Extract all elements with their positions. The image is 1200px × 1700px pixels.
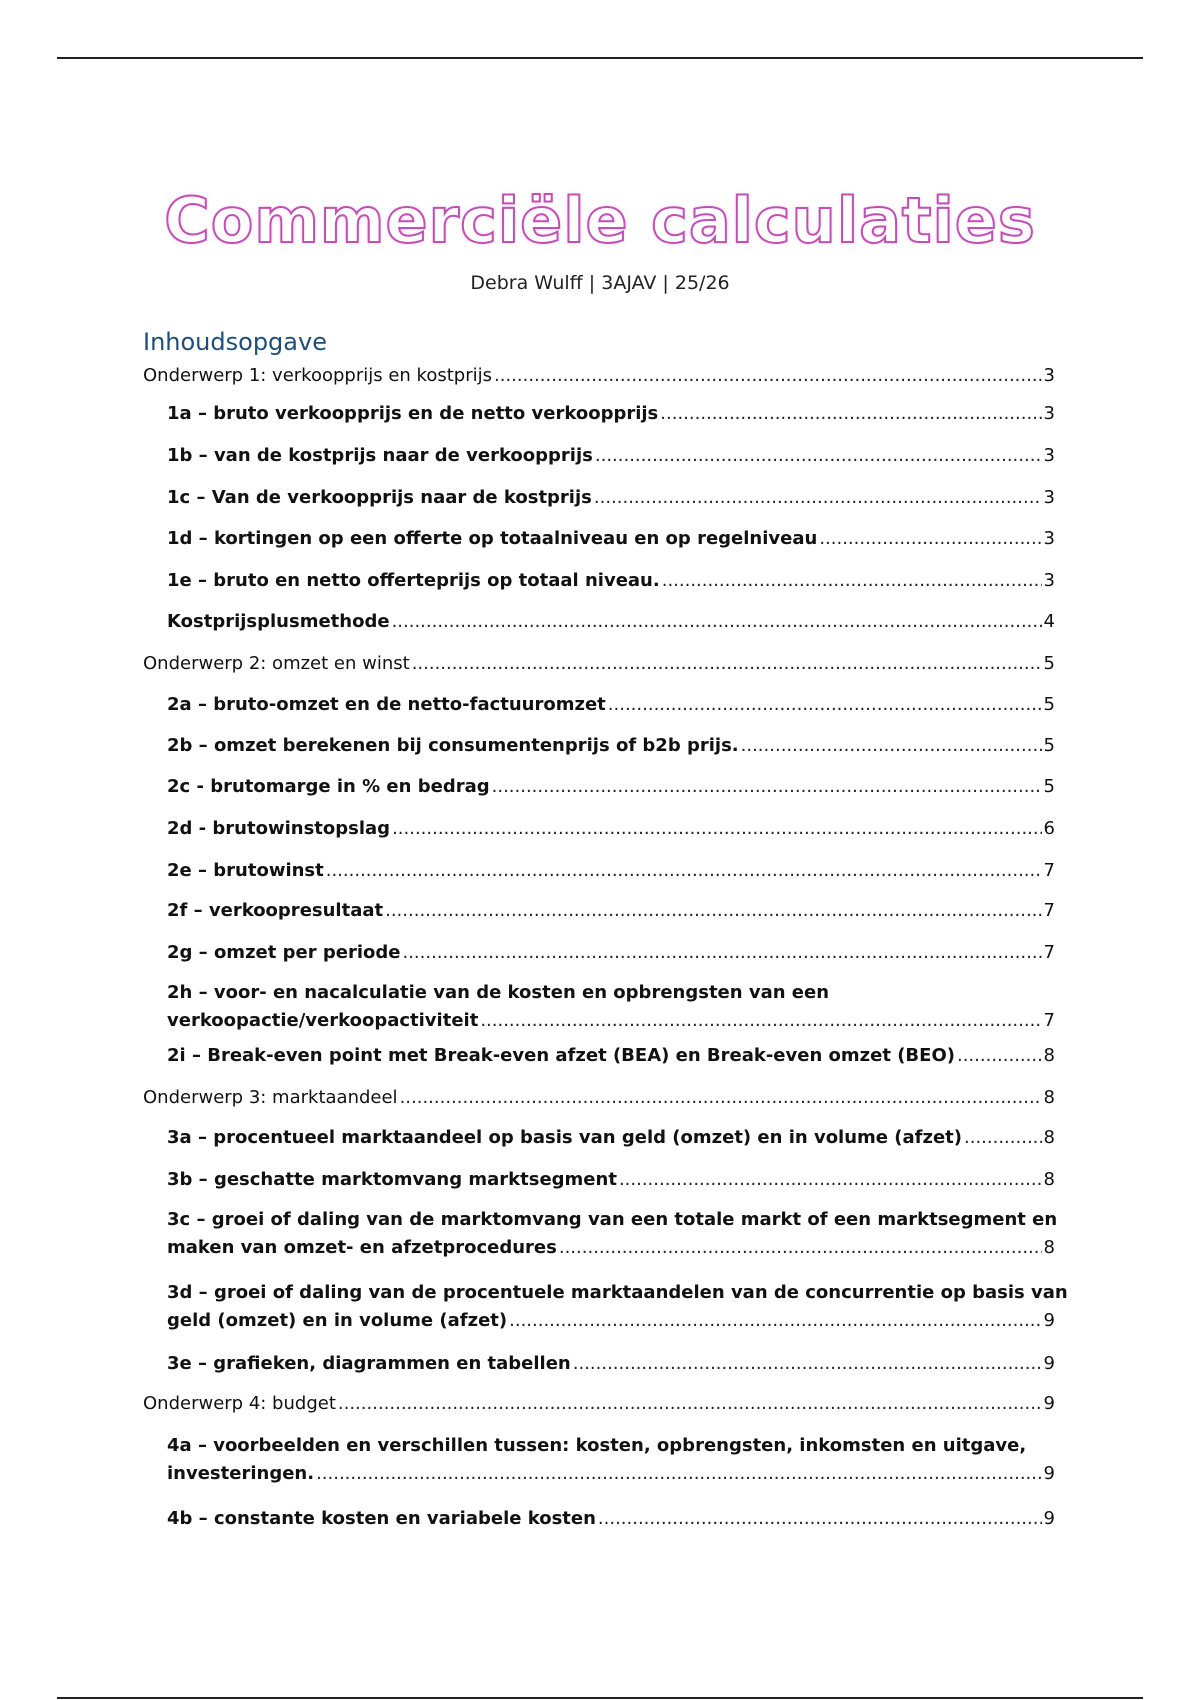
toc-entry-text-line1: 4a – voorbeelden en verschillen tussen: kosten, opbrengsten, inkomsten en uitgave,: [167, 1435, 1027, 1456]
document-title: Commerciële calculaties: [164, 183, 1036, 257]
toc-page-number: 9: [1043, 1353, 1055, 1374]
toc-subsection-entry[interactable]: [167, 939, 1055, 967]
toc-leader-dots: [392, 815, 1041, 843]
toc-entry-text-line1: 3d – groei of daling van de procentuele marktaandelen van de concurrentie op basis van: [167, 1282, 1068, 1303]
toc-subsection-entry[interactable]: [167, 1505, 1055, 1533]
toc-subsection-entry[interactable]: [167, 857, 1055, 885]
toc-entry-text: 1e – bruto en netto offerteprijs op totaal niveau.: [167, 570, 660, 591]
toc-entry-text: 2a – bruto-omzet en de netto-factuuromzet: [167, 694, 606, 715]
toc-page-number: 9: [1043, 1508, 1055, 1529]
toc-leader-dots: [400, 1084, 1042, 1112]
toc-leader-dots: [480, 1007, 1041, 1035]
toc-subsection-entry[interactable]: [167, 1432, 1055, 1488]
toc-leader-dots: [385, 897, 1041, 925]
toc-page-number: 7: [1043, 900, 1055, 921]
toc-leader-dots: [492, 773, 1042, 801]
toc-entry-text: maken van omzet- en afzetprocedures: [167, 1237, 557, 1258]
toc-page-number: 5: [1043, 735, 1055, 756]
toc-leader-dots: [741, 732, 1042, 760]
toc-page-number: 5: [1043, 694, 1055, 715]
toc-leader-dots: [660, 400, 1041, 428]
toc-page-number: 3: [1043, 570, 1055, 591]
toc-subsection-entry[interactable]: [167, 1350, 1055, 1378]
toc-leader-dots: [316, 1460, 1041, 1488]
toc-page-number: 9: [1043, 1393, 1055, 1414]
toc-leader-dots: [957, 1042, 1042, 1070]
toc-page-number: 9: [1043, 1463, 1055, 1484]
toc-entry-text: Kostprijsplusmethode: [167, 611, 390, 632]
toc-page-number: 4: [1043, 611, 1055, 632]
toc-subsection-entry[interactable]: [167, 400, 1055, 428]
toc-leader-dots: [412, 650, 1042, 678]
toc-entry-text: verkoopactie/verkoopactiviteit: [167, 1010, 479, 1031]
toc-entry-text: 3b – geschatte marktomvang marktsegment: [167, 1169, 617, 1190]
toc-page-number: 7: [1043, 860, 1055, 881]
toc-page-number: 3: [1043, 403, 1055, 424]
toc-leader-dots: [598, 1505, 1042, 1533]
toc-page-number: 8: [1043, 1127, 1055, 1148]
toc-subsection-entry[interactable]: [167, 815, 1055, 843]
toc-page-number: 8: [1043, 1237, 1055, 1258]
toc-page-number: 3: [1043, 487, 1055, 508]
toc-page-number: 5: [1043, 653, 1055, 674]
toc-subsection-entry[interactable]: [167, 897, 1055, 925]
toc-page-number: 5: [1043, 776, 1055, 797]
toc-entry-text: 2b – omzet berekenen bij consumentenprijs of b2b prijs.: [167, 735, 739, 756]
toc-page-number: 3: [1043, 445, 1055, 466]
document-subtitle: Debra Wulff | 3AJAV | 25/26: [470, 272, 730, 294]
toc-subsection-entry[interactable]: [167, 567, 1055, 595]
toc-leader-dots: [392, 608, 1042, 636]
toc-leader-dots: [494, 362, 1042, 390]
toc-leader-dots: [402, 939, 1041, 967]
toc-subsection-entry[interactable]: [167, 773, 1055, 801]
toc-leader-dots: [608, 691, 1042, 719]
toc-subsection-entry[interactable]: [167, 1206, 1058, 1262]
toc-entry-text: 2d - brutowinstopslag: [167, 818, 391, 839]
toc-entry-text: 3e – grafieken, diagrammen en tabellen: [167, 1353, 571, 1374]
toc-page-number: 8: [1043, 1045, 1055, 1066]
toc-subsection-entry[interactable]: [167, 1042, 1055, 1070]
toc-subsection-entry[interactable]: [167, 608, 1055, 636]
toc-leader-dots: [595, 442, 1042, 470]
toc-leader-dots: [338, 1390, 1042, 1418]
toc-entry-text: Onderwerp 2: omzet en winst: [143, 653, 410, 674]
toc-page-number: 7: [1043, 1010, 1055, 1031]
toc-page-number: 6: [1043, 818, 1055, 839]
toc-page-number: 3: [1043, 365, 1055, 386]
toc-subsection-entry[interactable]: [167, 525, 1055, 553]
toc-page-number: 9: [1043, 1310, 1055, 1331]
toc-entry-text: 1c – Van de verkoopprijs naar de kostprijs: [167, 487, 592, 508]
toc-subsection-entry[interactable]: [167, 1166, 1055, 1194]
toc-section-entry[interactable]: [143, 1084, 1055, 1112]
toc-section-entry[interactable]: [143, 1390, 1055, 1418]
toc-leader-dots: [559, 1234, 1042, 1262]
toc-entry-text: 1d – kortingen op een offerte op totaalniveau en op regelniveau: [167, 528, 818, 549]
toc-entry-text: 2e – brutowinst: [167, 860, 324, 881]
toc-entry-text: Onderwerp 3: marktaandeel: [143, 1087, 398, 1108]
toc-leader-dots: [619, 1166, 1042, 1194]
toc-entry-text: Onderwerp 4: budget: [143, 1393, 336, 1414]
toc-section-entry[interactable]: [143, 362, 1055, 390]
toc-leader-dots: [819, 525, 1041, 553]
toc-subsection-entry[interactable]: [167, 979, 1055, 1035]
toc-page-number: 3: [1043, 528, 1055, 549]
toc-subsection-entry[interactable]: [167, 1124, 1055, 1152]
toc-subsection-entry[interactable]: [167, 691, 1055, 719]
toc-entry-text: Onderwerp 1: verkoopprijs en kostprijs: [143, 365, 492, 386]
toc-leader-dots: [662, 567, 1042, 595]
toc-entry-text: investeringen.: [167, 1463, 315, 1484]
toc-entry-text: 2i – Break-even point met Break-even afzet (BEA) en Break-even omzet (BEO): [167, 1045, 955, 1066]
toc-page-number: 8: [1043, 1087, 1055, 1108]
top-rule: [57, 57, 1143, 59]
toc-entry-text-line1: 3c – groei of daling van de marktomvang van een totale markt of een marktsegment en: [167, 1209, 1058, 1230]
toc-entry-text: 2g – omzet per periode: [167, 942, 401, 963]
toc-entry-text: 1b – van de kostprijs naar de verkoopprijs: [167, 445, 593, 466]
toc-subsection-entry[interactable]: [167, 732, 1055, 760]
toc-page-number: 8: [1043, 1169, 1055, 1190]
bottom-rule: [57, 1697, 1143, 1699]
toc-entry-text: geld (omzet) en in volume (afzet): [167, 1310, 508, 1331]
toc-leader-dots: [964, 1124, 1042, 1152]
toc-leader-dots: [326, 857, 1042, 885]
toc-entry-text: 1a – bruto verkoopprijs en de netto verkoopprijs: [167, 403, 659, 424]
toc-entry-text: 4b – constante kosten en variabele kosten: [167, 1508, 596, 1529]
toc-leader-dots: [594, 484, 1042, 512]
toc-entry-text: 2f – verkoopresultaat: [167, 900, 384, 921]
toc-leader-dots: [509, 1307, 1041, 1335]
toc-entry-text-line1: 2h – voor- en nacalculatie van de kosten en opbrengsten van een: [167, 982, 830, 1003]
toc-subsection-entry[interactable]: [167, 442, 1055, 470]
toc-entry-text: 2c - brutomarge in % en bedrag: [167, 776, 490, 797]
toc-section-entry[interactable]: [143, 650, 1055, 678]
toc-heading: Inhoudsopgave: [143, 328, 327, 356]
toc-page-number: 7: [1043, 942, 1055, 963]
toc-leader-dots: [573, 1350, 1042, 1378]
toc-entry-text: 3a – procentueel marktaandeel op basis van geld (omzet) en in volume (afzet): [167, 1127, 962, 1148]
toc-subsection-entry[interactable]: [167, 484, 1055, 512]
toc-subsection-entry[interactable]: [167, 1279, 1068, 1335]
